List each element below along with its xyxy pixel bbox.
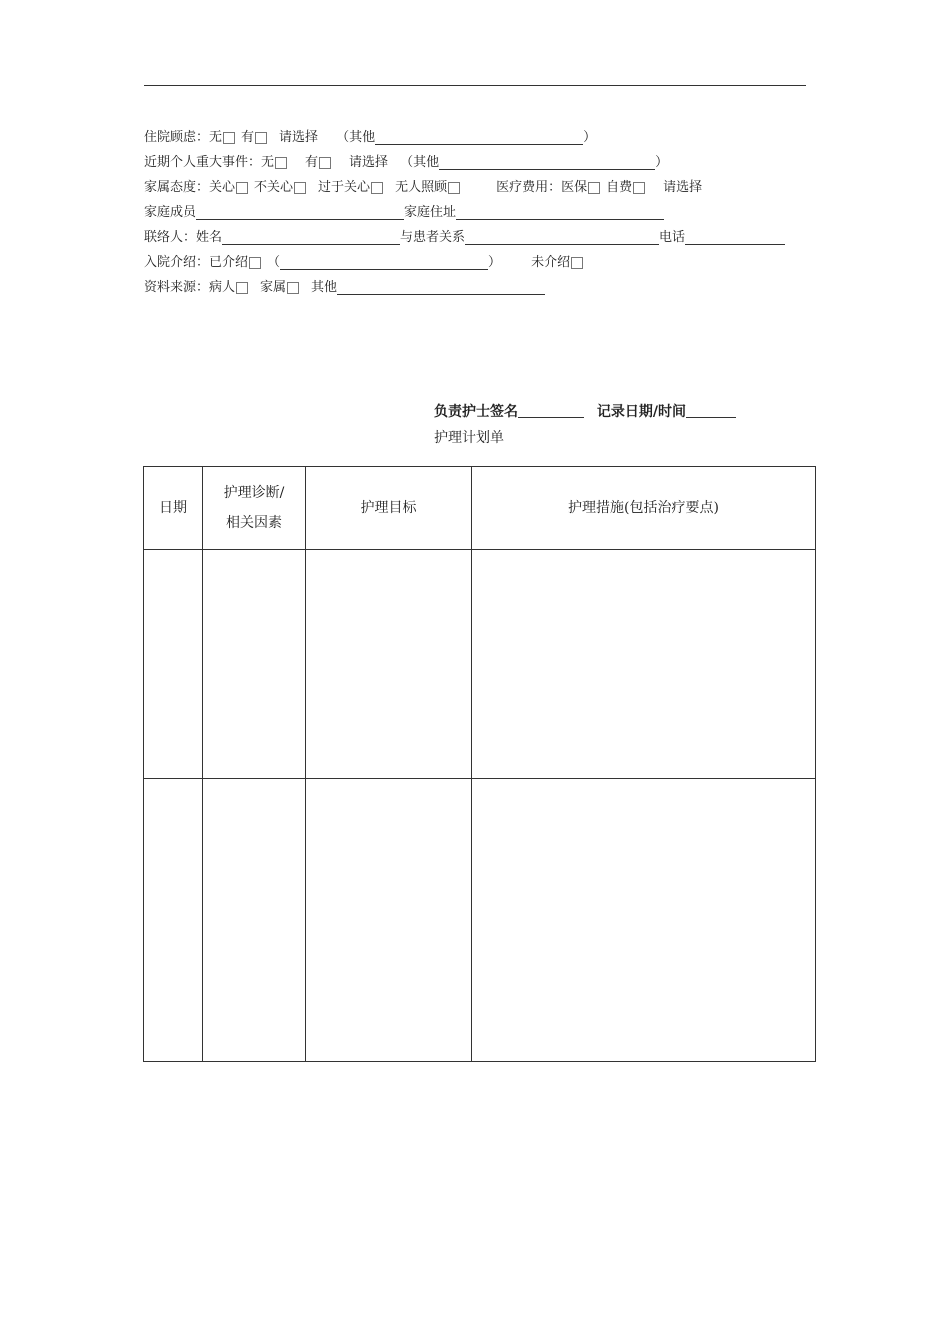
header-diagnosis-line1: 护理诊断/ [223,485,285,501]
fee-select[interactable]: 请选择 [663,179,703,195]
concern-other-field[interactable] [375,130,583,145]
opt-label: 无人照顾 [395,179,448,195]
date-cell[interactable] [144,550,203,779]
other-label: （其他 [336,129,376,145]
nurse-signature-label: 负责护士签名 [434,404,518,420]
diagnosis-cell[interactable] [203,779,306,1062]
goal-cell[interactable] [306,779,472,1062]
goal-cell[interactable] [306,550,472,779]
concern-select[interactable]: 请选择 [279,129,319,145]
family-attitude-row [144,175,785,200]
event-other-field[interactable] [439,155,655,170]
major-event-label: 近期个人重大事件： [144,154,262,170]
data-source-label: 资料来源： [144,279,210,295]
record-date-label: 记录日期/时间 [596,404,686,420]
measures-cell[interactable] [472,550,816,779]
attitude-no-carer-checkbox[interactable] [448,182,460,194]
close-paren: ） [655,154,669,170]
intro-done-checkbox[interactable] [249,257,261,269]
phone-field[interactable] [685,230,785,245]
open-paren: （ [267,254,281,270]
close-paren: ） [488,254,502,270]
contact-name-field[interactable] [222,230,400,245]
source-patient-checkbox[interactable] [236,282,248,294]
family-info-row [144,200,785,225]
medical-fee-label: 医疗费用： [496,179,562,195]
source-other-field[interactable] [337,280,545,295]
opt-none-label: 无 [261,154,275,170]
admission-intro-row [144,250,785,275]
header-diagnosis [203,467,306,550]
concern-none-checkbox[interactable] [223,132,235,144]
family-members-label: 家庭成员 [144,204,197,220]
other-label: 其他 [311,279,338,295]
attitude-uncaring-checkbox[interactable] [294,182,306,194]
date-cell[interactable] [144,779,203,1062]
record-date-field[interactable] [686,405,736,418]
table-row [144,550,816,779]
event-none-checkbox[interactable] [275,157,287,169]
measures-cell[interactable] [472,779,816,1062]
diagnosis-cell[interactable] [203,550,306,779]
admission-concern-row [144,125,785,150]
source-family-checkbox[interactable] [287,282,299,294]
opt-label: 医保 [561,179,588,195]
opt-label: 病人 [209,279,236,295]
admission-concern-label: 住院顾虑： [144,129,210,145]
header-measures: 护理措施(包括治疗要点) [472,467,816,550]
opt-yes-label: 有 [305,154,319,170]
opt-label: 过于关心 [318,179,371,195]
attitude-caring-checkbox[interactable] [236,182,248,194]
table-row [144,779,816,1062]
event-select[interactable]: 请选择 [349,154,389,170]
contact-row [144,225,785,250]
other-label: （其他 [400,154,440,170]
family-address-label: 家庭住址 [404,204,457,220]
plan-title: 护理计划单 [434,430,504,446]
header-date: 日期 [144,467,203,550]
opt-label: 不关心 [254,179,294,195]
opt-none-label: 无 [209,129,223,145]
intro-not-checkbox[interactable] [571,257,583,269]
concern-yes-checkbox[interactable] [255,132,267,144]
close-paren: ） [583,129,597,145]
phone-label: 电话 [659,229,686,245]
admission-intro-label: 入院介绍： [144,254,210,270]
intro-detail-field[interactable] [280,255,488,270]
major-event-row [144,150,785,175]
opt-label: 家属 [260,279,287,295]
nursing-plan-table [143,466,816,1062]
family-attitude-label: 家属态度： [144,179,210,195]
family-address-field[interactable] [456,205,664,220]
data-source-row [144,275,785,300]
opt-yes-label: 有 [241,129,255,145]
event-yes-checkbox[interactable] [319,157,331,169]
opt-label: 自费 [606,179,633,195]
top-divider [144,85,806,86]
family-members-field[interactable] [196,205,404,220]
relation-field[interactable] [465,230,659,245]
fee-self-pay-checkbox[interactable] [633,182,645,194]
opt-label: 关心 [209,179,236,195]
header-goal: 护理目标 [306,467,472,550]
patient-info-form [144,125,785,300]
fee-insurance-checkbox[interactable] [588,182,600,194]
table-header-row [144,467,816,550]
header-diagnosis-line2: 相关因素 [226,515,282,531]
opt-label: 已介绍 [209,254,249,270]
signature-line [434,401,736,421]
opt-label: 未介绍 [531,254,571,270]
nurse-signature-field[interactable] [518,405,584,418]
attitude-overcaring-checkbox[interactable] [371,182,383,194]
contact-name-label: 联络人：姓名 [144,229,223,245]
relation-label: 与患者关系 [400,229,466,245]
